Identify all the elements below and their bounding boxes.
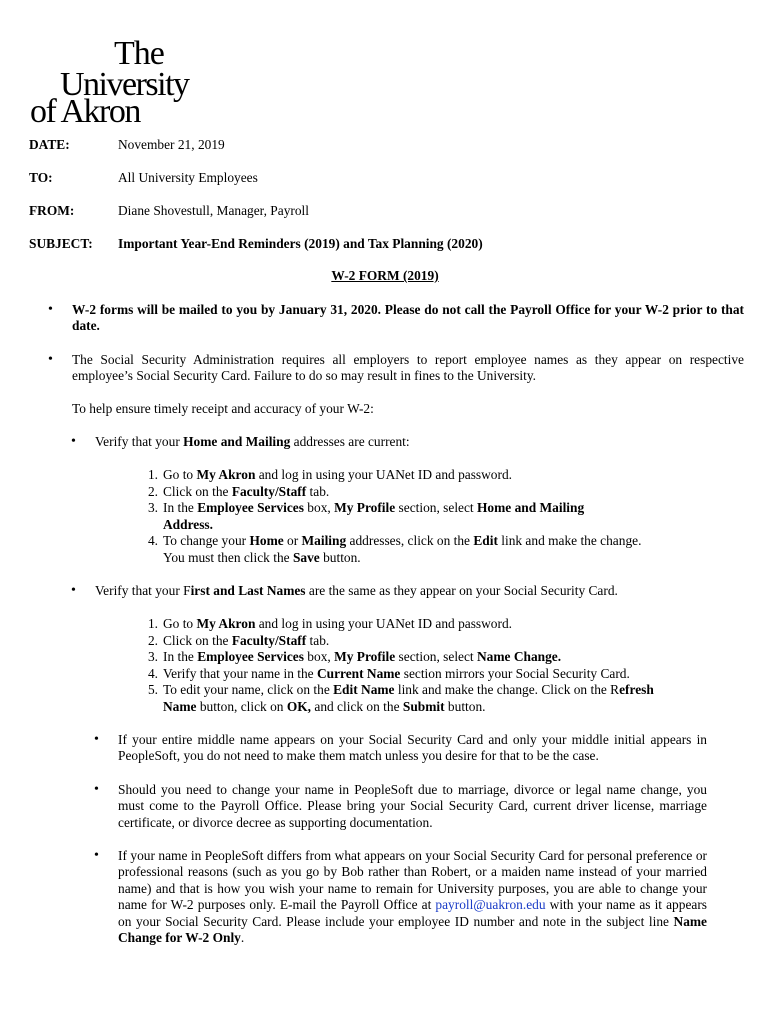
text-run: and log in using your UANet ID and password. [255, 467, 513, 482]
logo-line-the: The [114, 36, 164, 72]
text-bold: Edit Name [333, 682, 395, 697]
text-run: box, [303, 500, 335, 515]
section-title: W-2 FORM (2019) [331, 268, 439, 283]
step-number: 4. [147, 665, 158, 681]
text-run: To change your [163, 533, 250, 548]
text-run: section mirrors your Social Security Card. [400, 665, 630, 681]
to-label-text: TO: [29, 170, 53, 185]
legal-name-change-note: Should you need to change your name in PeopleSoft due to marriage, divorce or legal name change, you must come to the Payroll Office. Please bring your Social Security Card, current driver license, marriage certificate, or divorce decree as supporting documentation. [118, 782, 707, 830]
bullet-dot: • [71, 434, 76, 449]
text-bold: Name Change. [477, 649, 562, 664]
text-bold: Employee Services [197, 649, 304, 664]
help-text: To help ensure timely receipt and accuracy of your W-2: [72, 401, 374, 416]
text-bold: efresh [619, 682, 654, 697]
text-bold: Employee Services [197, 500, 304, 515]
subject-label: SUBJECT: [29, 236, 93, 251]
text-bold: My Profile [334, 649, 396, 664]
text-run: button, click on [196, 698, 287, 714]
preferred-name-note [118, 848, 707, 946]
text-run: are the same as they appear on your Social Security Card. [305, 583, 618, 598]
step-item [163, 484, 723, 500]
text-bold: OK, [286, 698, 312, 714]
text-run: with your name as it appears on your Social Security Card. Please include your employee ID number and note in the subject line [118, 897, 708, 929]
step-item [163, 666, 723, 682]
subject-value: Important Year-End Reminders (2019) and Tax Planning (2020) [118, 236, 483, 251]
from-value: Diane Shovestull, Manager, Payroll [118, 203, 309, 218]
text-run: . [240, 930, 245, 946]
to-value: All University Employees [118, 170, 258, 185]
text-bold: Edit [473, 533, 498, 548]
university-logo [30, 36, 220, 124]
bullet-w2-mailed: W-2 forms will be mailed to you by January 31, 2020. Please do not call the Payroll Office for your W-2 prior to that date. [72, 302, 744, 334]
text-run: or [283, 533, 302, 548]
payroll-email-link[interactable]: payroll@uakron.edu [435, 897, 546, 913]
text-run: Verify that your F [95, 583, 191, 598]
middle-name-note: If your entire middle name appears on your Social Security Card and only your middle initial appears in PeopleSoft, you do not need to make them match unless you desire for that to be the case. [118, 732, 707, 764]
text-bold: Faculty/Staff [231, 632, 307, 648]
date-label: DATE: [29, 137, 70, 152]
verify-address-heading [95, 434, 735, 450]
text-run: Go to [163, 616, 197, 631]
step-item [163, 467, 723, 483]
bullet-ssa-requirement: The Social Security Administration requires all employers to report employee names as they appear on respective employee’s Social Security Card. Failure to do so may result in fines to the University. [72, 352, 744, 384]
text-run: Verify that your name in the [163, 665, 317, 681]
text-bold: Address. [163, 516, 213, 532]
bullet-dot: • [94, 848, 99, 863]
step-item [163, 649, 723, 665]
step-item-continued [163, 517, 723, 533]
text-run: In the [163, 649, 198, 664]
text-run: link and make the change. [497, 533, 642, 548]
text-run: To edit your name, click on the [163, 682, 334, 697]
text-bold: Name Change for W-2 Only [118, 913, 707, 946]
text-run: button. [319, 549, 361, 565]
text-run: and log in using your UANet ID and password. [255, 616, 513, 631]
step-number: 3. [147, 500, 158, 515]
step-item [163, 533, 723, 549]
step-item-continued [163, 699, 723, 715]
text-bold: My Akron [196, 467, 256, 482]
text-run: addresses, click on the [346, 533, 474, 548]
text-run: link and make the change. Click on the R [394, 682, 620, 697]
text-bold: Home and Mailing [183, 434, 291, 449]
text-bold: Home [249, 533, 284, 548]
bullet-dot: • [48, 302, 53, 317]
step-number: 2. [147, 632, 158, 648]
step-item-continued [163, 550, 723, 566]
step-number: 5. [147, 682, 158, 697]
text-run: section, select [395, 500, 478, 515]
step-item [163, 616, 723, 632]
step-number: 3. [147, 649, 158, 664]
text-run: tab. [306, 632, 330, 648]
text-run: In the [163, 500, 198, 515]
step-item [163, 500, 723, 516]
bullet-dot: • [94, 782, 99, 797]
step-item [163, 682, 723, 698]
bullet-dot: • [48, 352, 53, 367]
to-label [29, 170, 53, 186]
text-bold: Home and Mailing [477, 500, 585, 515]
text-bold: Save [292, 549, 320, 565]
text-run: Go to [163, 467, 197, 482]
text-run: tab. [306, 483, 330, 499]
text-run: button. [444, 698, 486, 714]
text-run: Verify that your [95, 434, 184, 449]
text-run: box, [303, 649, 335, 664]
verify-name-heading [95, 583, 735, 599]
date-value: November 21, 2019 [118, 137, 225, 152]
step-number: 2. [147, 483, 158, 499]
logo-line-university: University [60, 66, 189, 103]
bullet-dot: • [94, 732, 99, 747]
step-number: 1. [147, 616, 158, 631]
step-number: 1. [147, 467, 158, 482]
text-bold: Submit [402, 698, 445, 714]
text-run: and click on the [311, 698, 403, 714]
text-run: Click on the [163, 632, 232, 648]
text-run: You must then click the [163, 549, 293, 565]
logo-line-akron: of Akron [30, 93, 140, 124]
step-item [163, 633, 723, 649]
text-bold: irst and Last Names [190, 583, 306, 598]
text-bold: My Profile [334, 500, 396, 515]
text-bold: Current Name [316, 665, 401, 681]
text-run: If your name in PeopleSoft differs from what appears on your Social Security Card for personal preference or professional reasons (such as you go by Bob rather than Robert, or a maiden name instead of your married name) and that is how you wish your name to remain for University purposes, you are able to change your name for W-2 purposes only. E-mail the Payroll Office at [118, 848, 707, 913]
step-number: 4. [147, 533, 158, 548]
text-bold: Name [163, 698, 197, 714]
text-run: Click on the [163, 483, 232, 499]
text-run: addresses are current: [290, 434, 410, 449]
text-run: section, select [395, 649, 478, 664]
text-bold: My Akron [196, 616, 256, 631]
text-bold: Mailing [301, 533, 347, 548]
bullet-dot: • [71, 583, 76, 598]
from-label: FROM: [29, 203, 75, 218]
text-bold: Faculty/Staff [231, 483, 307, 499]
